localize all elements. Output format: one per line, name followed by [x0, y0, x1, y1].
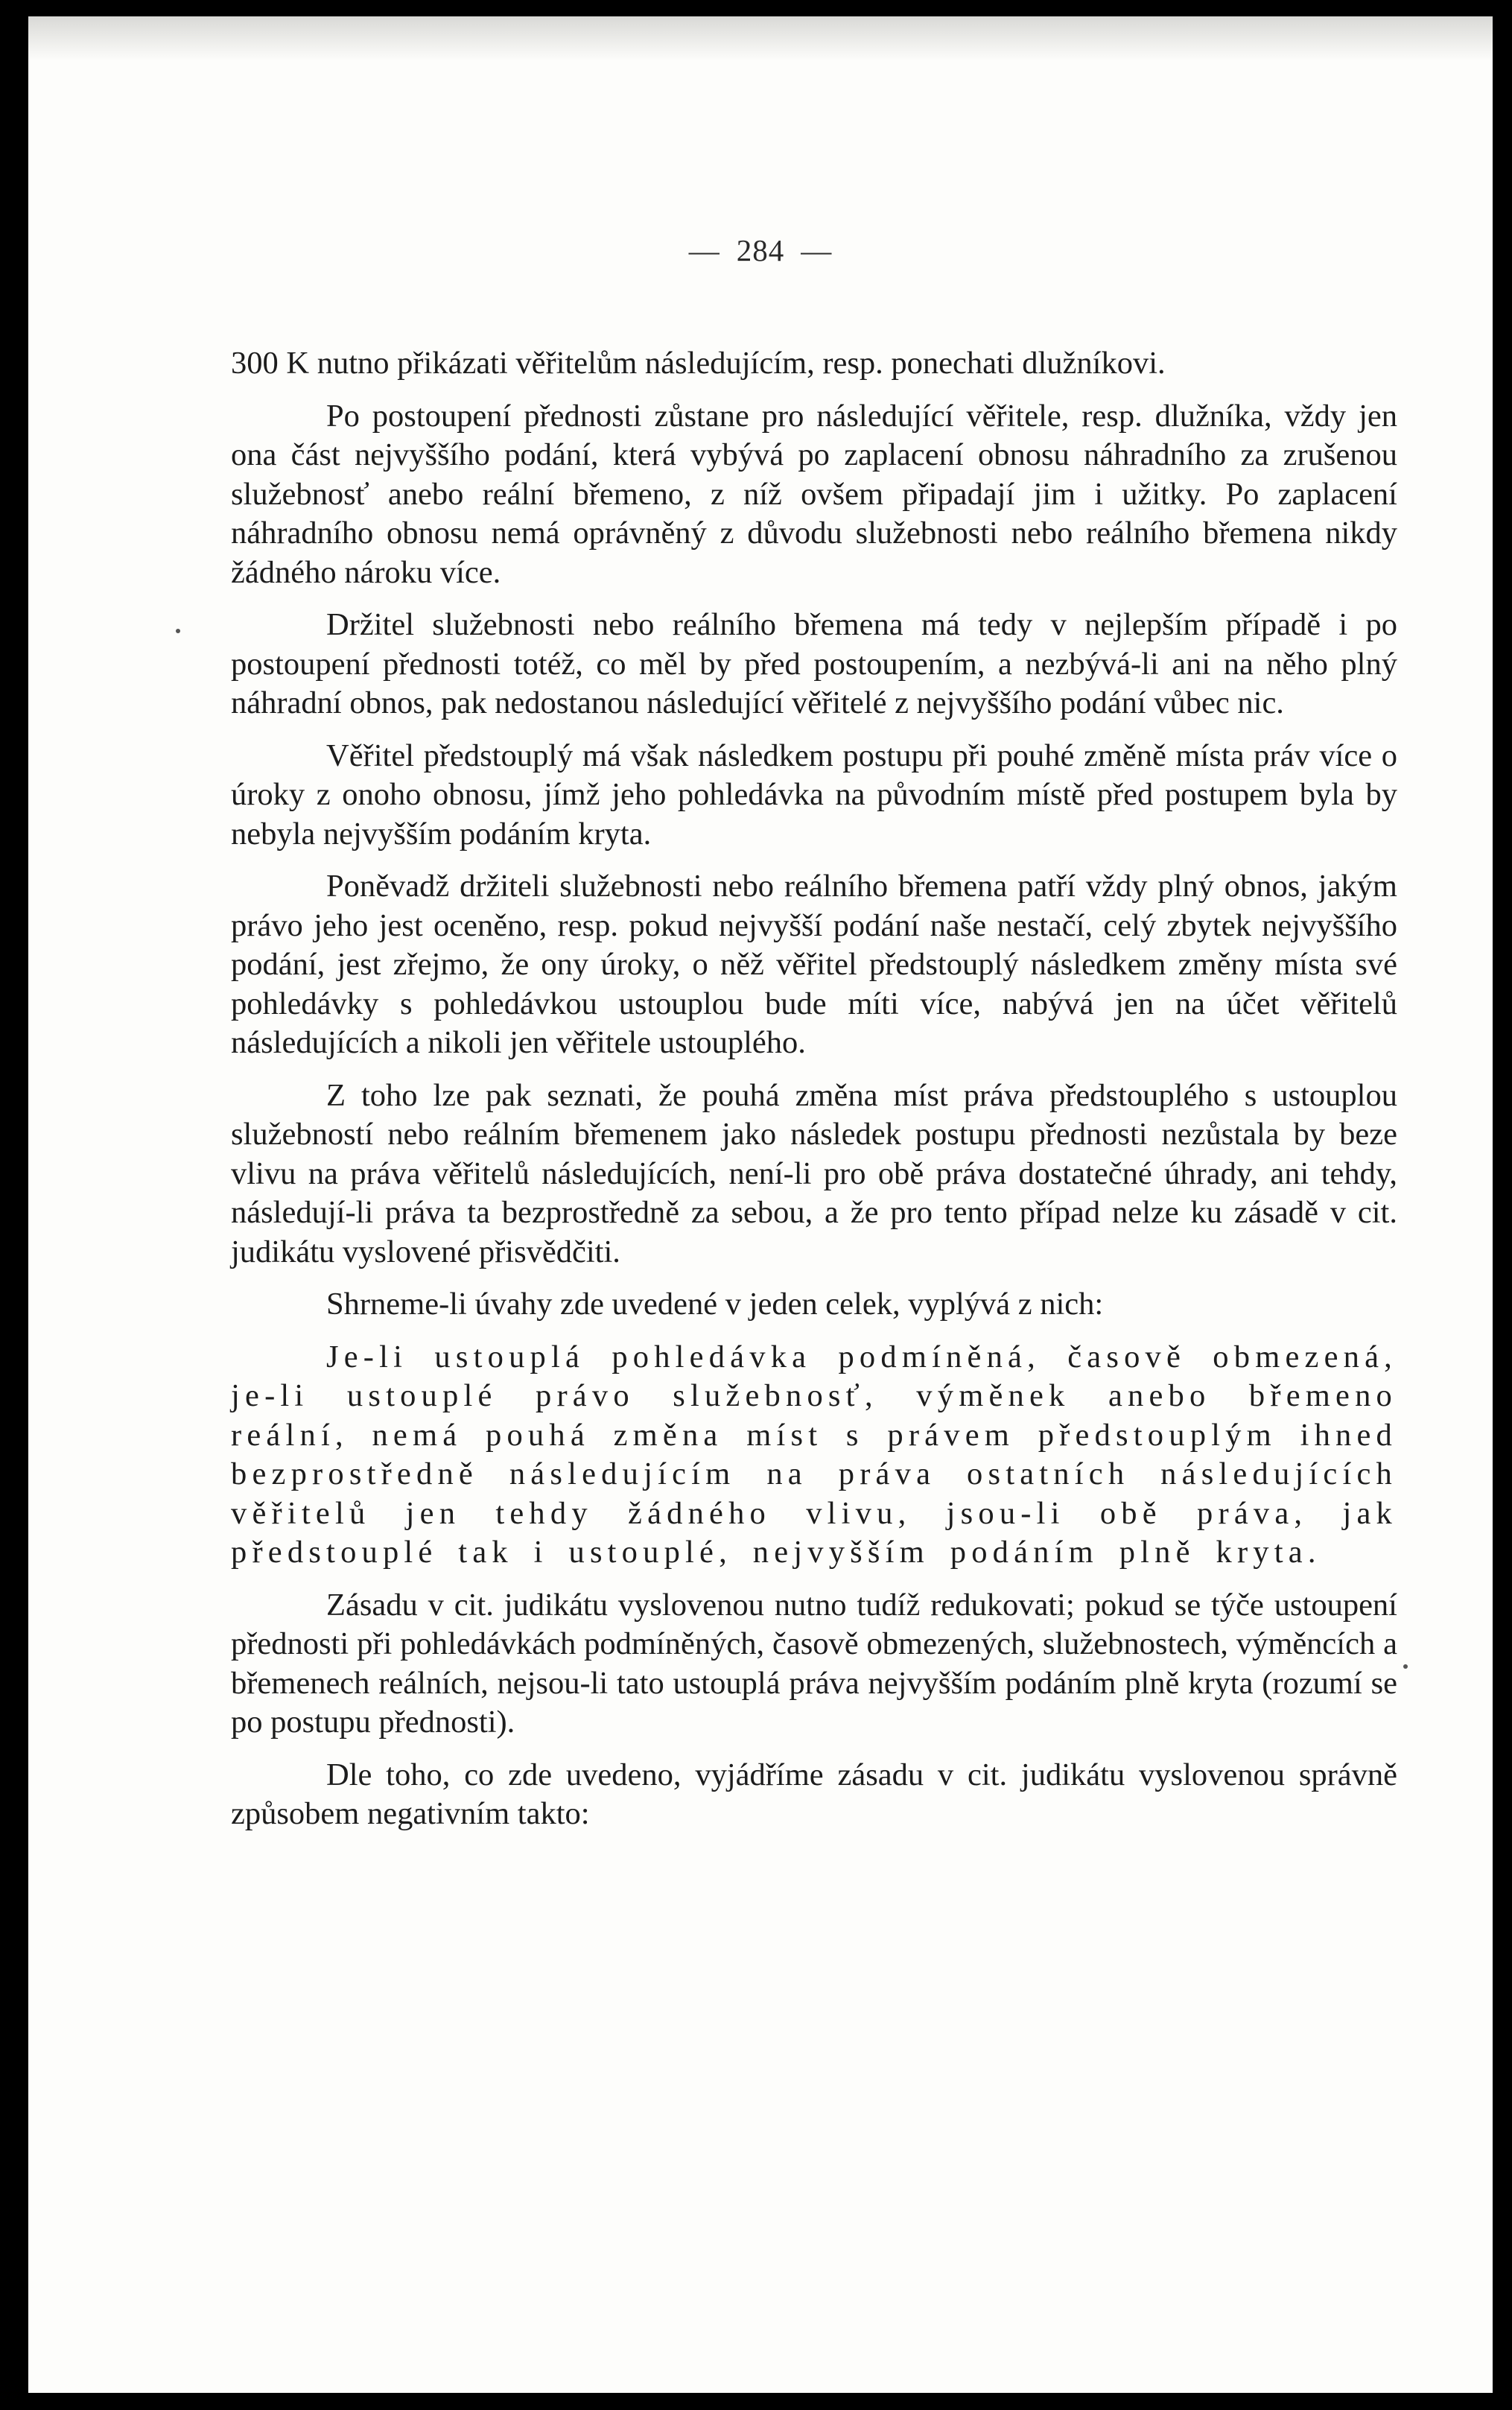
paragraph-continuation: 300 K nutno přikázati věřitelům následujícím, resp. ponechati dlužníkovi.: [231, 346, 1166, 381]
print-speck: [176, 629, 180, 633]
paragraph: Držitel služebnosti nebo reálního břemena má tedy v nejlepším případě i po postoupení přednosti totéž, co měl by před postoupením, a nezbývá-li ani na něho plný náhradní obnos, pak nedostanou následující věřitelé z nejvyššího podání vůbec nic.: [231, 607, 1397, 720]
book-page: [28, 16, 1493, 2393]
paragraph: Shrneme-li úvahy zde uvedené v jeden celek, vyplývá z nich:: [326, 1287, 1104, 1322]
paragraph-emphasized-spaced: Je-li ustouplá pohledávka podmíněná, časově obmezená, je-li ustouplé právo služebnosť, výměnek anebo břemeno reální, nemá pouhá změna míst s právem předstouplým ihned bezprostředně následujícím na práva ostatních následujících věřitelů jen tehdy žádného vlivu, jsou-li obě práva, jak předstouplé tak i ustouplé, nejvyšším podáním plně kryta.: [231, 1339, 1397, 1570]
paragraph: Po postoupení přednosti zůstane pro následující věřitele, resp. dlužníka, vždy jen ona část nejvyššího podání, která vybývá po zaplacení obnosu náhradního za zrušenou služebnosť anebo reální břemeno, z níž ovšem připadají jim i užitky. Po zaplacení náhradního obnosu nemá oprávněný z důvodu služebnosti nebo reálního břemena nikdy žádného nároku více.: [231, 398, 1397, 590]
paragraph: Zásadu v cit. judikátu vyslovenou nutno tudíž redukovati; pokud se týče ustoupení přednosti při pohledávkách podmíněných, časově obmezených, služebnostech, výměncích a břemenech reálních, nejsou-li tato ustouplá práva nejvyšším podáním plně kryta (rozumí se po postupu přednosti).: [231, 1587, 1397, 1740]
page-number-header: [28, 232, 1493, 268]
body-text: [231, 344, 1397, 1848]
page-number-dash-left: —: [688, 233, 720, 267]
page-number-dash-right: —: [801, 233, 833, 267]
paragraph: Dle toho, co zde uvedeno, vyjádříme zásadu v cit. judikátu vyslovenou správně způsobem negativním takto:: [231, 1757, 1397, 1831]
paragraph: Věřitel předstouplý má však následkem postupu při pouhé změně místa práv více o úroky z onoho obnosu, jímž jeho pohledávka na původním místě před postupem byla by nebyla nejvyšším podáním kryta.: [231, 738, 1397, 852]
paragraph: Z toho lze pak seznati, že pouhá změna míst práva předstouplého s ustouplou služebností nebo reálním břemenem jako následek postupu přednosti nezůstala by beze vlivu na práva věřitelů následujících, není-li pro obě práva dostatečné úhrady, ani tehdy, následují-li práva ta bezprostředně za sebou, a že pro tento případ nelze ku zásadě v cit. judikátu vyslovené přisvědčiti.: [231, 1077, 1397, 1269]
page-number: 284: [736, 233, 785, 267]
page-top-shadow: [28, 16, 1493, 61]
paragraph: Poněvadž držiteli služebnosti nebo reálního břemena patří vždy plný obnos, jakým právo jeho jest oceněno, resp. pokud nejvyšší podání naše nestačí, celý zbytek nejvyššího podání, jest zřejmo, že ony úroky, o něž věřitel předstouplý následkem změny místa své pohledávky s pohledávkou ustouplou bude míti více, nabývá jen na účet věřitelů následujících a nikoli jen věřitele ustouplého.: [231, 869, 1397, 1060]
print-speck: [1403, 1664, 1408, 1669]
